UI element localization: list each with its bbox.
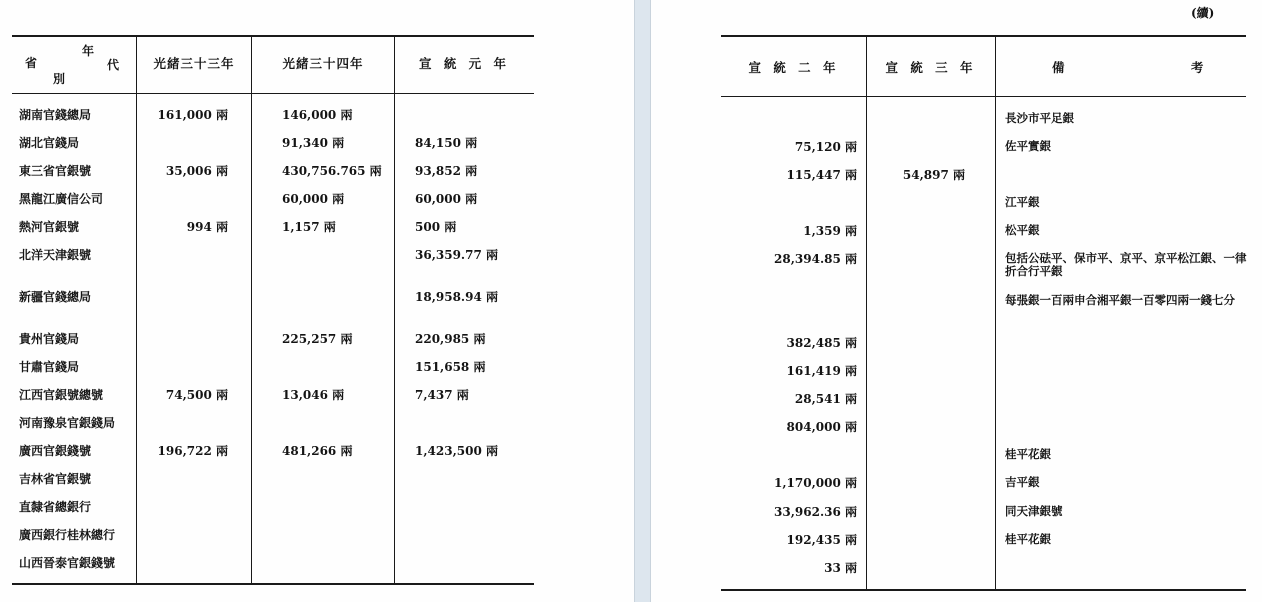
table-cell: 18,958.94 兩 xyxy=(415,290,498,304)
table-cell: 1,359 兩 xyxy=(803,224,857,238)
corner-label-province: 省 xyxy=(25,56,38,70)
table-cell: 500 兩 xyxy=(415,220,457,234)
column-divider xyxy=(394,35,395,585)
row-label: 湖北官錢局 xyxy=(19,136,80,150)
table-cell: 91,340 兩 xyxy=(282,136,345,150)
corner-label-category: 別 xyxy=(53,72,66,86)
page-gutter xyxy=(634,0,651,602)
row-label: 廣西官銀錢號 xyxy=(19,444,92,458)
table-cell: 804,000 兩 xyxy=(786,420,857,434)
row-label: 吉林省官銀號 xyxy=(19,472,92,486)
column-header: 宣 統 二 年 xyxy=(748,60,840,75)
row-label: 河南豫泉官銀錢局 xyxy=(19,416,116,430)
column-header: 光緒三十四年 xyxy=(282,56,364,71)
table-cell: 54,897 兩 xyxy=(902,168,965,182)
row-label: 北洋天津銀號 xyxy=(19,248,92,262)
table-cell: 60,000 兩 xyxy=(282,192,345,206)
row-label: 江西官銀號總號 xyxy=(19,388,104,402)
table-cell: 1,170,000 兩 xyxy=(774,476,857,490)
table-cell: 74,500 兩 xyxy=(165,388,228,402)
table-cell: 225,257 兩 xyxy=(282,332,353,346)
table-cell: 75,120 兩 xyxy=(794,140,857,154)
remark-cell: 包括公砝平、保市平、京平、京平松江銀、一律折合行平銀 xyxy=(1005,251,1247,278)
remark-cell: 吉平銀 xyxy=(1005,475,1040,489)
remark-cell: 每張銀一百兩申合湘平銀一百零四兩一錢七分 xyxy=(1005,293,1235,307)
table-cell: 1,423,500 兩 xyxy=(415,444,498,458)
row-label: 貴州官錢局 xyxy=(19,332,80,346)
table-cell: 481,266 兩 xyxy=(282,444,353,458)
table-cell: 33,962.36 兩 xyxy=(774,505,857,519)
table-cell: 430,756.765 兩 xyxy=(282,164,382,178)
table-top-rule xyxy=(721,35,1246,37)
row-label: 直隸省總銀行 xyxy=(19,500,92,514)
table-cell: 382,485 兩 xyxy=(786,336,857,350)
table-cell: 994 兩 xyxy=(186,220,228,234)
table-cell: 93,852 兩 xyxy=(415,164,478,178)
remark-cell: 佐平實銀 xyxy=(1005,139,1051,153)
remark-cell: 松平銀 xyxy=(1005,223,1040,237)
row-label: 新疆官錢總局 xyxy=(19,290,92,304)
remark-cell: 桂平花銀 xyxy=(1005,532,1051,546)
table-cell: 60,000 兩 xyxy=(415,192,478,206)
column-divider xyxy=(995,35,996,591)
row-label: 黑龍江廣信公司 xyxy=(19,192,104,206)
right-page xyxy=(651,0,1262,602)
table-cell: 1,157 兩 xyxy=(282,220,336,234)
row-label: 湖南官錢總局 xyxy=(19,108,92,122)
table-cell: 7,437 兩 xyxy=(415,388,469,402)
table-cell: 28,541 兩 xyxy=(794,392,857,406)
table-cell: 151,658 兩 xyxy=(415,360,486,374)
row-label: 熱河官銀號 xyxy=(19,220,80,234)
continued-marker: (續) xyxy=(1191,6,1215,20)
column-header: 光緒三十三年 xyxy=(153,56,235,71)
corner-label-era: 代 xyxy=(107,58,120,72)
table-cell: 161,419 兩 xyxy=(786,364,857,378)
remark-cell: 桂平花銀 xyxy=(1005,447,1051,461)
table-cell: 13,046 兩 xyxy=(282,388,345,402)
column-divider xyxy=(251,35,252,585)
corner-label-year: 年 xyxy=(82,44,95,58)
column-header: 備 考 xyxy=(1052,60,1205,75)
table-cell: 33 兩 xyxy=(824,561,857,575)
remark-cell: 江平銀 xyxy=(1005,195,1040,209)
header-bottom-rule xyxy=(12,93,534,94)
table-bottom-rule xyxy=(721,589,1246,591)
table-cell: 196,722 兩 xyxy=(157,444,228,458)
table-cell: 35,006 兩 xyxy=(165,164,228,178)
table-cell: 220,985 兩 xyxy=(415,332,486,346)
row-label: 廣西銀行桂林總行 xyxy=(19,528,116,542)
table-cell: 28,394.85 兩 xyxy=(774,252,857,266)
table-top-rule xyxy=(12,35,534,37)
table-cell: 146,000 兩 xyxy=(282,108,353,122)
table-cell: 84,150 兩 xyxy=(415,136,478,150)
row-label: 東三省官銀號 xyxy=(19,164,92,178)
table-cell: 115,447 兩 xyxy=(786,168,857,182)
remark-cell: 長沙市平足銀 xyxy=(1005,111,1074,125)
header-bottom-rule xyxy=(721,96,1246,97)
column-header: 宣 統 三 年 xyxy=(885,60,977,75)
table-cell: 192,435 兩 xyxy=(786,533,857,547)
row-label: 山西晉泰官銀錢號 xyxy=(19,556,116,570)
table-bottom-rule xyxy=(12,583,534,585)
column-divider xyxy=(866,35,867,591)
table-cell: 36,359.77 兩 xyxy=(415,248,498,262)
column-header: 宣 統 元 年 xyxy=(418,56,511,71)
table-cell: 161,000 兩 xyxy=(157,108,228,122)
row-label: 甘肅官錢局 xyxy=(19,360,80,374)
remark-cell: 同天津銀號 xyxy=(1005,504,1063,518)
